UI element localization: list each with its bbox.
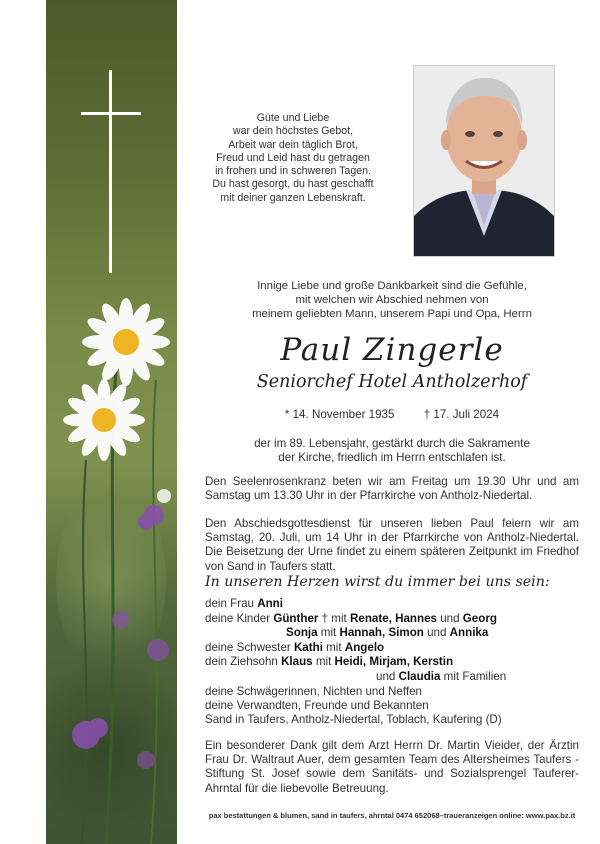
death-date: † 17. Juli 2024	[423, 408, 500, 421]
poem-line: mit deiner ganzen Lebenskraft.	[220, 191, 366, 204]
poem-line: Arbeit war dein täglich Brot,	[228, 138, 358, 151]
flower-meadow-image	[46, 0, 177, 844]
poem-line: Du hast gesorgt, du hast geschafft	[212, 178, 374, 191]
family-line-wife: dein Frau Anni	[205, 597, 283, 610]
death-notice	[190, 437, 594, 465]
portrait-photo	[413, 65, 555, 257]
intro-line: meinem geliebten Mann, unserem Papi und Opa, Herrn	[252, 308, 532, 320]
poem-line: Güte und Liebe	[256, 112, 330, 124]
life-dates	[190, 408, 594, 421]
family-line-foster: dein Ziehsohn Klaus mit Heidi, Mirjam, Kerstin	[205, 655, 454, 669]
family-line-inlaws: deine Schwägerinnen, Nichten und Neffen	[205, 684, 422, 698]
deceased-name: Paul Zingerle	[280, 332, 504, 368]
rosary-text: Den Seelenrosenkranz beten wir am Freitag um 19.30 Uhr und am Samstag um 13.30 Uhr in der Pfarrkirche von Antholz-Niedertal.	[205, 475, 579, 503]
family-line-children-2: Sonja mit Hannah, Simon und Annika	[286, 626, 489, 640]
poem-line: in frohen und in schweren Tagen.	[215, 165, 371, 178]
poem-line: war dein höchstes Gebot,	[232, 125, 354, 138]
death-line: der im 89. Lebensjahr, gestärkt durch die Sakramente	[254, 437, 530, 450]
family-list	[205, 597, 585, 714]
death-line: der Kirche, friedlich im Herrn entschlafen ist.	[278, 451, 506, 464]
cross-icon	[81, 70, 141, 275]
footer-imprint: pax bestattungen & blumen, sand in taufers, ahrntal 0474 652068–traueranzeigen online: www.pax.bz.it	[208, 811, 576, 820]
intro-line: Innige Liebe und große Dankbarkeit sind die Gefühle,	[257, 280, 527, 292]
birth-date: * 14. November 1935	[284, 408, 395, 421]
thanks-text: Ein besonderer Dank gilt dem Arzt Herrn Dr. Martin Vieider, der Ärztin Frau Dr. Waltraut Auer, dem gesamten Team des Altersheimes Taufers - Stiftung St. Josef sowie dem Sanitäts- und Sozialsprengel Tauferer-Ahrntal für die liebevolle Betreuung.	[205, 739, 579, 795]
intro-text	[190, 279, 594, 321]
intro-line: mit welchen wir Abschied nehmen von	[295, 294, 489, 306]
family-line-relatives: deine Verwandten, Freunde und Bekannten	[205, 699, 429, 713]
poem-line: Freud und Leid hast du getragen	[216, 151, 370, 164]
poem	[188, 112, 398, 205]
hearts-heading: In unseren Herzen wirst du immer bei uns sein:	[205, 574, 550, 590]
family-line-children: deine Kinder Günther † mit Renate, Hannes und Georg	[205, 611, 497, 625]
deceased-title: Seniorchef Hotel Antholzerhof	[256, 372, 528, 392]
family-line-sister: deine Schwester Kathi mit Angelo	[205, 640, 385, 654]
funeral-text: Den Abschiedsgottesdienst für unseren lieben Paul feiern wir am Samstag, 20. Juli, um 14 Uhr in der Pfarrkirche von Antholz-Niedertal. Die Beisetzung der Urne findet zu einem späteren Zeitpunkt im Friedhof von Sand in Taufers statt.	[205, 517, 579, 573]
family-line-foster-2: und Claudia mit Familien	[376, 669, 507, 683]
places-line: Sand in Taufers, Antholz-Niedertal, Toblach, Kaufering (D)	[205, 713, 502, 726]
